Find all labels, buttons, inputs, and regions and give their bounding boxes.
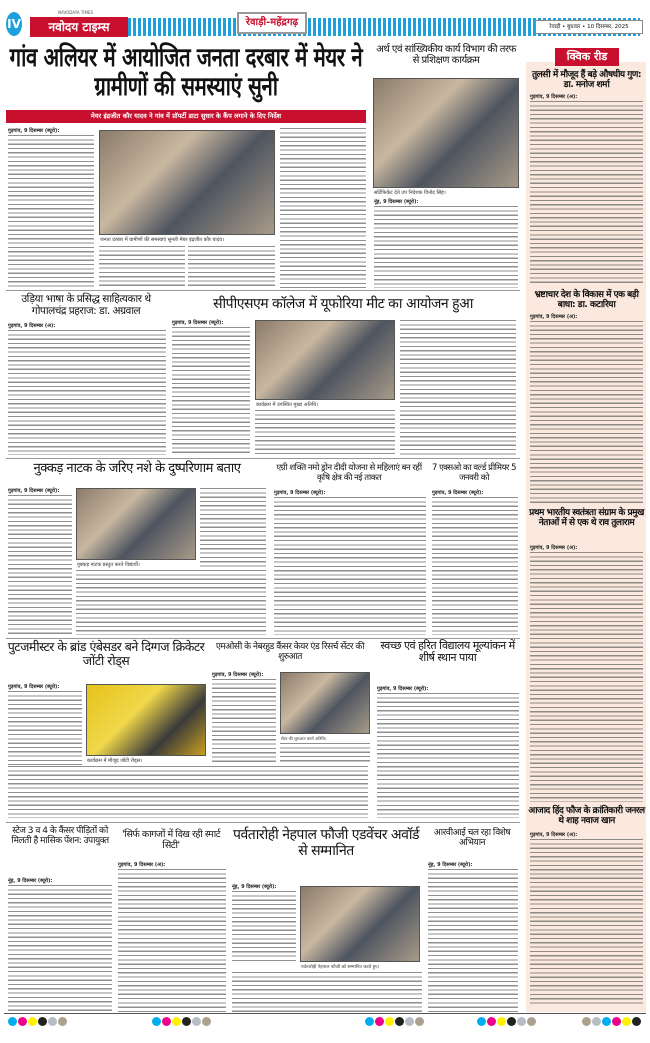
- lead-body-col4: [280, 128, 366, 288]
- story-headline-drone: एग्री शक्ति नमो ड्रोन दीदी योजना से महिलाएं बन रहीं कृषि क्षेत्र की नई ताकत: [276, 463, 422, 483]
- story-dateline-moc: गुड़गांव, 9 दिसम्बर (ब्यूरो):: [212, 672, 264, 678]
- story-dateline-swachh: गुड़गांव, 9 दिसम्बर (ब्यूरो):: [377, 686, 429, 692]
- moc-photo-caption: सेंटर की शुरुआत करते अतिथि।: [281, 736, 327, 741]
- story-headline-smart-city: 'सिर्फ कागजों में दिख रही स्मार्ट सिटी': [121, 829, 220, 851]
- story-dateline-nukkad: गुड़गांव, 9 दिसम्बर (ब्यूरो):: [8, 488, 60, 494]
- sidebar-headline-4: आजाद हिंद फौज के क्रांतिकारी जनरल थे शाह नवाज खान: [528, 806, 645, 827]
- story-body-swachh: [377, 693, 519, 818]
- sidebar-body-2: [530, 321, 643, 506]
- color-registration-marks: [477, 1017, 537, 1026]
- color-registration-marks: [152, 1017, 212, 1026]
- story-dateline-mountaineer: नूंह, 9 दिसम्बर (ब्यूरो):: [232, 884, 277, 890]
- story-body-cpsm-2: [255, 410, 395, 455]
- lead-body-col1: [8, 135, 94, 287]
- lead-photo-caption: जनता दरबार में ग्रामीणों की समस्याएं सुनती मेयर इंद्रजीत कौर यादव।: [100, 237, 225, 243]
- story-headline-rbi: आरवीआई चल रहा विशेष अभियान: [433, 828, 511, 849]
- story-body-mountaineer-2: [232, 972, 422, 1012]
- story-headline-cpsm: सीपीएसएम कॉलेज में यूफोरिया मीट का आयोजन हुआ: [213, 296, 473, 312]
- story-dateline-smart-city: गुड़गांव, 9 दिसम्बर (अ):: [118, 862, 166, 868]
- footer-rule: [4, 1013, 646, 1014]
- stats-headline: अर्थ एवं सांख्यिकीय कार्य विभाग की तरफ से प्रशिक्षण कार्यक्रम: [376, 44, 516, 67]
- story-dateline-cpsm: गुड़गांव, 9 दिसम्बर (ब्यूरो):: [172, 320, 224, 326]
- sidebar-dateline-3: गुड़गांव, 9 दिसम्बर (अ):: [530, 545, 578, 551]
- story-body-putzmeister-1: [8, 691, 82, 765]
- story-headline-mountaineer: पर्वतारोही नेहपाल फौजी एडवेंचर अवॉर्ड से सम्मानित: [233, 827, 419, 859]
- lead-photo: [99, 130, 275, 235]
- story-body-nukkad-3: [200, 488, 266, 568]
- story-headline-putzmeister: पुटजमीस्टर के ब्रांड एंबेसडर बने दिग्गज क्रिकेटर जोंटी रोड्स: [7, 639, 205, 668]
- quick-read-label: क्विक रीड: [555, 48, 619, 66]
- sidebar-dateline-2: गुड़गांव, 9 दिसम्बर (अ):: [530, 314, 578, 320]
- putzmeister-photo-caption: कार्यक्रम में मौजूद जोंटी रोड्स।: [87, 758, 142, 764]
- nukkad-photo-caption: नुक्कड़ नाटक प्रस्तुत करते विद्यार्थी।: [77, 562, 140, 568]
- story-body-drone: [274, 497, 426, 635]
- story-headline-moc: एमओसी के नेबरहुड कैंसर केयर एंड रिसर्च सेंटर की शुरुआत: [215, 642, 365, 663]
- story-body-putzmeister-2: [8, 766, 368, 818]
- divider: [6, 290, 520, 291]
- sidebar-dateline-1: गुड़गांव, 9 दिसम्बर (अ):: [530, 94, 578, 100]
- lead-dateline: गुड़गांव, 9 दिसम्बर (ब्यूरो):: [8, 128, 60, 134]
- mountaineer-photo: [300, 886, 420, 962]
- divider: [6, 822, 520, 823]
- edition-tab: रेवाड़ी-महेंद्रगढ़: [237, 12, 307, 34]
- sidebar-body-1: [530, 101, 643, 286]
- mountaineer-photo-caption: पर्वतारोही नेहपाल फौजी को सम्मानित करते हुए।: [301, 965, 380, 970]
- story-headline-cancer-pension: स्टेज 3 व 4 के कैंसर पीड़ितों को मिलती है मासिक पेंशन: उपायुक्त: [11, 826, 109, 847]
- story-dateline-rbi: नूंह, 9 दिसम्बर (ब्यूरो):: [428, 862, 473, 868]
- story-body-cancer-pension: [8, 885, 112, 1013]
- sidebar-headline-2: भ्रष्टाचार देश के विकास में एक बड़ी बाधा: डा. कटारिया: [534, 290, 639, 311]
- sidebar-headline-1: तुलसी में मौजूद हैं बड़े औषधीय गुण: डा. मनोज शर्मा: [532, 70, 641, 91]
- cpsm-photo: [255, 320, 395, 400]
- story-headline-odia: उड़िया भाषा के प्रसिद्ध साहित्यकार थे गोपालचंद्र प्रहराज: डा. अग्रवाल: [21, 293, 151, 317]
- date-line: रेवाड़ी • बुधवार • 10 दिसम्बर, 2025: [535, 20, 643, 34]
- stats-photo-caption: सर्टिफिकेट देते उप निदेशक विनोद सिंह।: [374, 190, 446, 196]
- story-dateline-drone: गुड़गांव, 9 दिसम्बर (ब्यूरो):: [274, 490, 326, 496]
- divider: [6, 458, 520, 459]
- story-dateline-7xo: गुड़गांव, 9 दिसम्बर (ब्यूरो):: [432, 490, 484, 496]
- story-headline-swachh: स्वच्छ एवं हरित विद्यालय मूल्यांकन में शीर्ष स्थान पाया: [380, 639, 515, 665]
- color-registration-marks: [8, 1017, 68, 1026]
- moc-photo: [280, 672, 370, 734]
- putzmeister-photo: [86, 684, 206, 756]
- logo-badge: IV: [6, 12, 22, 36]
- story-body-smart-city: [118, 869, 226, 1013]
- story-body-moc-1: [212, 679, 276, 763]
- stats-photo: [373, 78, 519, 188]
- lead-body-col3: [188, 246, 275, 288]
- story-body-cpsm-3: [400, 320, 516, 455]
- cpsm-photo-caption: कार्यक्रम में उपस्थित मुख्य अतिथि।: [256, 402, 319, 408]
- story-dateline-putzmeister: गुड़गांव, 9 दिसम्बर (ब्यूरो):: [8, 684, 60, 690]
- story-dateline-odia: गुड़गांव, 9 दिसम्बर (अ):: [8, 323, 56, 329]
- story-body-cpsm-1: [172, 327, 250, 455]
- story-body-rbi: [428, 869, 518, 1013]
- paper-name: नवोदय टाइम्स: [30, 17, 128, 37]
- story-dateline-cancer-pension: नूंह, 9 दिसम्बर (ब्यूरो):: [8, 878, 53, 884]
- story-headline-nukkad: नुक्कड़ नाटक के जरिए नशे के दुष्परिणाम बताए: [33, 461, 241, 476]
- lead-body-col2: [99, 246, 185, 288]
- lead-subhead: मेयर इंद्रजीत कौर यादव ने गांव में प्रॉपर्टी डाटा सुधार के कैंप लगाने के दिए निर्देश: [6, 110, 366, 123]
- story-body-moc-2: [280, 743, 370, 763]
- lead-headline: गांव अलियर में आयोजित जनता दरबार में मेयर ने ग्रामीणों की समस्याएं सुनी: [9, 43, 363, 102]
- sidebar-body-3: [530, 552, 643, 802]
- sidebar-body-4: [530, 839, 643, 1004]
- header: [0, 8, 650, 42]
- story-body-mountaineer-1: [232, 891, 296, 963]
- small-caption: NAVODAYA TIMES: [58, 10, 94, 15]
- lead-headline-box: [6, 44, 366, 108]
- stats-dateline: नूंह, 9 दिसम्बर (ब्यूरो):: [374, 199, 419, 205]
- story-body-nukkad-1: [8, 495, 72, 635]
- story-headline-7xo: 7 एक्सओ का वर्ल्ड प्रीमियर 5 जनवरी को: [431, 463, 517, 483]
- sidebar-dateline-4: गुड़गांव, 9 दिसम्बर (अ):: [530, 832, 578, 838]
- sidebar-headline-3: प्रथम भारतीय स्वतंत्रता संग्राम के प्रमुख नेताओं में से एक थे राव तुलाराम: [529, 508, 644, 529]
- story-body-7xo: [432, 497, 518, 635]
- stats-body: [374, 206, 518, 288]
- story-body-nukkad-2: [76, 570, 266, 635]
- nukkad-photo: [76, 488, 196, 560]
- story-body-odia: [8, 330, 166, 455]
- color-registration-marks: [582, 1017, 642, 1026]
- color-registration-marks: [365, 1017, 425, 1026]
